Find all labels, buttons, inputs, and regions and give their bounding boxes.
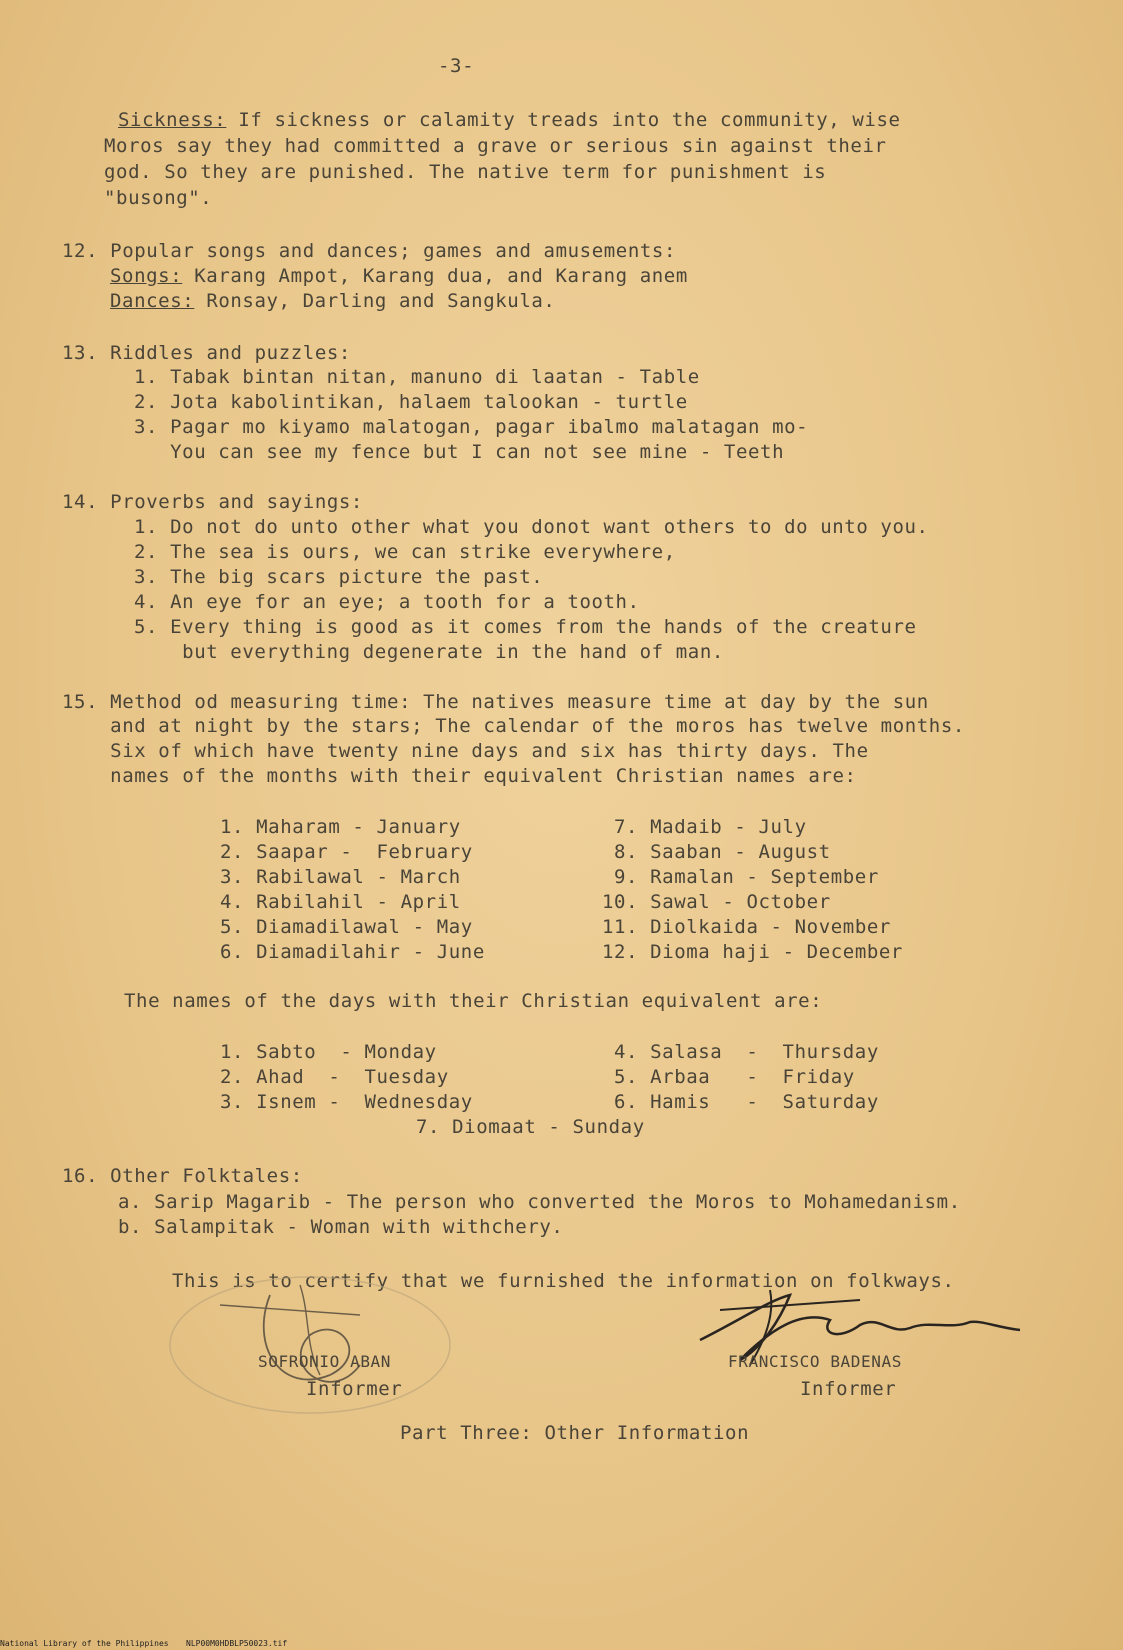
section-12-heading: 12. Popular songs and dances; games and amusements:	[62, 240, 676, 262]
folktale-item: b. Salampitak - Woman with withchery.	[118, 1216, 564, 1238]
proverb-item: 1. Do not do unto other what you donot want others to do unto you.	[134, 516, 929, 538]
informer-role-1: Informer	[306, 1378, 403, 1400]
proverb-item: 4. An eye for an eye; a tooth for a tooth.	[134, 591, 640, 613]
day-item: 1. Sabto - Monday	[220, 1041, 437, 1063]
section-15-line-1: 15. Method od measuring time: The natives measure time at day by the sun	[62, 691, 929, 713]
month-item: 4. Rabilahil - April	[220, 891, 461, 913]
part-three-heading: Part Three: Other Information	[400, 1422, 750, 1444]
informer-name-2: FRANCISCO BADENAS	[728, 1352, 902, 1371]
month-item: 10. Sawal - October	[602, 891, 831, 913]
month-item: 5. Diamadilawal - May	[220, 916, 473, 938]
days-intro: The names of the days with their Christian equivalent are:	[124, 990, 823, 1012]
day-item: 7. Diomaat - Sunday	[416, 1116, 645, 1138]
section-13-heading: 13. Riddles and puzzles:	[62, 342, 351, 364]
sickness-line-3: god. So they are punished. The native term for punishment is	[104, 161, 827, 183]
riddle-item: You can see my fence but I can not see mine - Teeth	[134, 441, 785, 463]
day-item: 2. Ahad - Tuesday	[220, 1066, 449, 1088]
footer-library-label: National Library of the Philippines	[0, 1639, 169, 1648]
sickness-line-2: Moros say they had committed a grave or serious sin against their	[104, 135, 887, 157]
footer-filename: NLP00M0HDBLP50023.tif	[186, 1639, 288, 1648]
month-item: 1. Maharam - January	[220, 816, 461, 838]
proverb-item: 3. The big scars picture the past.	[134, 566, 544, 588]
month-item: 7. Madaib - July	[614, 816, 807, 838]
section-16-heading: 16. Other Folktales:	[62, 1165, 303, 1187]
month-item: 2. Saapar - February	[220, 841, 473, 863]
folktale-item: a. Sarip Magarib - The person who converted the Moros to Mohamedanism.	[118, 1191, 961, 1213]
day-item: 5. Arbaa - Friday	[614, 1066, 855, 1088]
month-item: 3. Rabilawal - March	[220, 866, 461, 888]
songs-label: Songs:	[110, 265, 183, 287]
month-item: 11. Diolkaida - November	[602, 916, 891, 938]
section-14-heading: 14. Proverbs and sayings:	[62, 491, 363, 513]
sickness-label: Sickness:	[118, 109, 227, 131]
proverb-item: but everything degenerate in the hand of man.	[134, 641, 724, 663]
day-item: 4. Salasa - Thursday	[614, 1041, 879, 1063]
section-15-line-2: and at night by the stars; The calendar of the moros has twelve months.	[62, 715, 965, 737]
day-item: 3. Isnem - Wednesday	[220, 1091, 473, 1113]
proverb-item: 2. The sea is ours, we can strike everywhere,	[134, 541, 676, 563]
sickness-line-1: Sickness: If sickness or calamity treads into the community, wise	[118, 109, 901, 131]
day-item: 6. Hamis - Saturday	[614, 1091, 879, 1113]
month-item: 6. Diamadilahir - June	[220, 941, 485, 963]
dances-label: Dances:	[110, 290, 195, 312]
riddle-item: 2. Jota kabolintikan, halaem talookan - turtle	[134, 391, 688, 413]
month-item: 12. Dioma haji - December	[602, 941, 903, 963]
informer-role-2: Informer	[800, 1378, 897, 1400]
dances-line: Dances: Ronsay, Darling and Sangkula.	[110, 290, 556, 312]
informer-name-1: SOFRONIO ABAN	[258, 1352, 392, 1371]
month-item: 8. Saaban - August	[614, 841, 831, 863]
section-15-line-4: names of the months with their equivalent Christian names are:	[62, 765, 857, 787]
month-item: 9. Ramalan - September	[614, 866, 879, 888]
certification-text: This is to certify that we furnished the information on folkways.	[172, 1270, 955, 1292]
riddle-item: 3. Pagar mo kiyamo malatogan, pagar ibalmo malatagan mo-	[134, 416, 809, 438]
songs-line: Songs: Karang Ampot, Karang dua, and Karang anem	[110, 265, 688, 287]
sickness-line-4: "busong".	[104, 187, 213, 209]
page-number: -3-	[438, 55, 475, 77]
riddle-item: 1. Tabak bintan nitan, manuno di laatan - Table	[134, 366, 700, 388]
section-15-line-3: Six of which have twenty nine days and six has thirty days. The	[62, 740, 869, 762]
proverb-item: 5. Every thing is good as it comes from the hands of the creature	[134, 616, 917, 638]
